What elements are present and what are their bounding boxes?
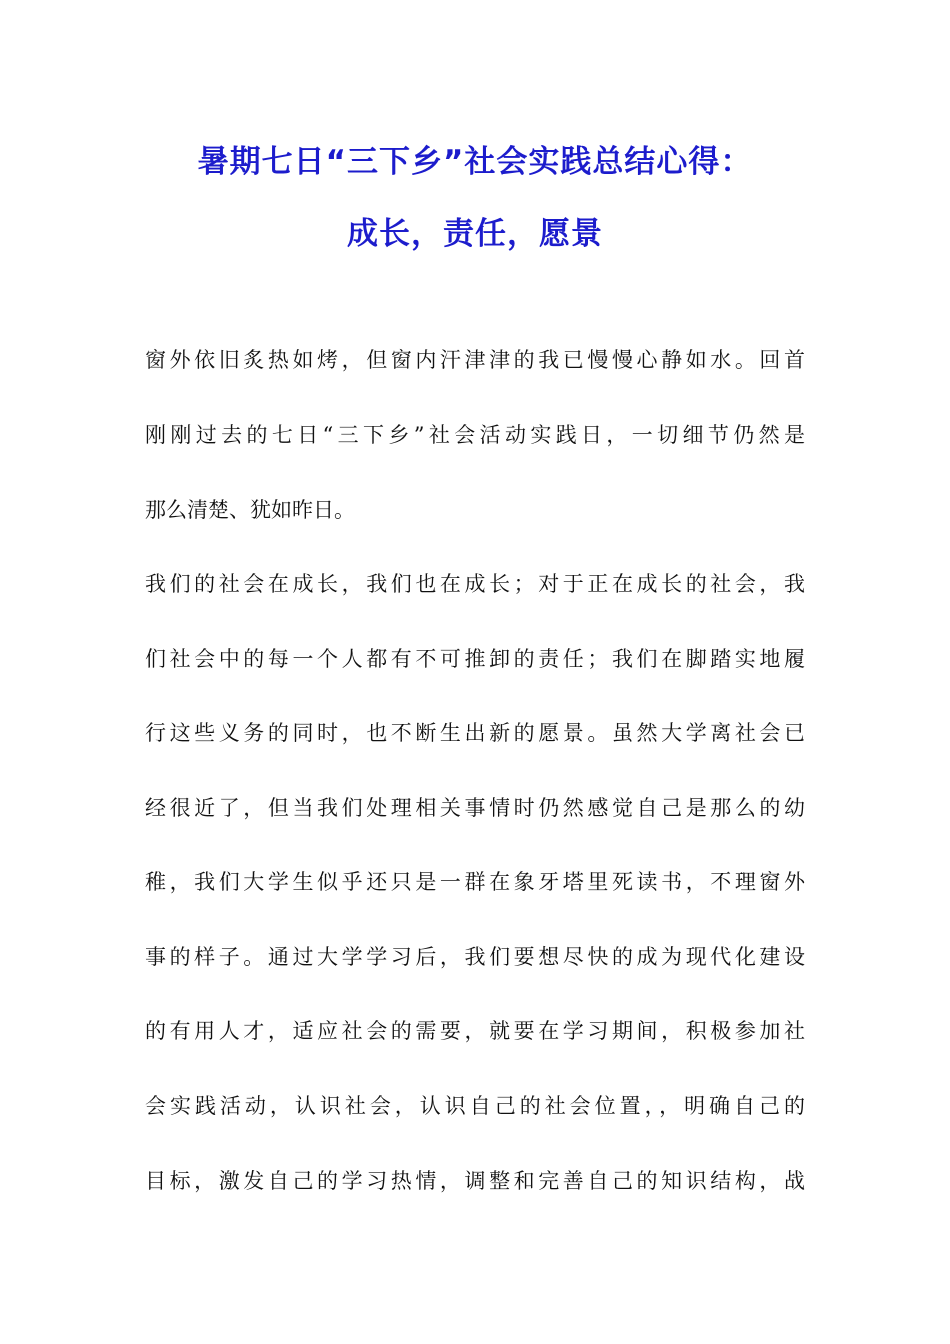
- paragraph-2-line-6: 事的样子。通过大学学习后，我们要想尽快的成为现代化建设: [145, 945, 805, 969]
- paragraph-2-line-5: 稚，我们大学生似乎还只是一群在象牙塔里死读书，不理窗外: [145, 870, 805, 894]
- paragraph-2-line-7: 的有用人才，适应社会的需要，就要在学习期间，积极参加社: [145, 1019, 805, 1043]
- paragraph-2-line-1: 我们的社会在成长，我们也在成长；对于正在成长的社会，我: [145, 572, 805, 596]
- document-title-line-1: 暑期七日“三下乡”社会实践总结心得：: [197, 144, 753, 180]
- paragraph-1-line-2: 刚刚过去的七日“三下乡”社会活动实践日，一切细节仍然是: [145, 423, 805, 447]
- document-title-line-2: 成长，责任，愿景: [347, 216, 603, 252]
- paragraph-2-line-4: 经很近了，但当我们处理相关事情时仍然感觉自己是那么的幼: [145, 796, 805, 820]
- paragraph-2-line-3: 行这些义务的同时，也不断生出新的愿景。虽然大学离社会已: [145, 721, 805, 745]
- paragraph-2-line-8: 会实践活动，认识社会，认识自己的社会位置，，明确自己的: [145, 1094, 805, 1118]
- paragraph-1-line-3: 那么清楚、犹如昨日。: [145, 498, 355, 522]
- paragraph-2-line-9: 目标，激发自己的学习热情，调整和完善自己的知识结构，战: [145, 1169, 805, 1193]
- paragraph-1-line-1: 窗外依旧炙热如烤，但窗内汗津津的我已慢慢心静如水。回首: [145, 348, 805, 372]
- paragraph-2-line-2: 们社会中的每一个人都有不可推卸的责任；我们在脚踏实地履: [145, 647, 805, 671]
